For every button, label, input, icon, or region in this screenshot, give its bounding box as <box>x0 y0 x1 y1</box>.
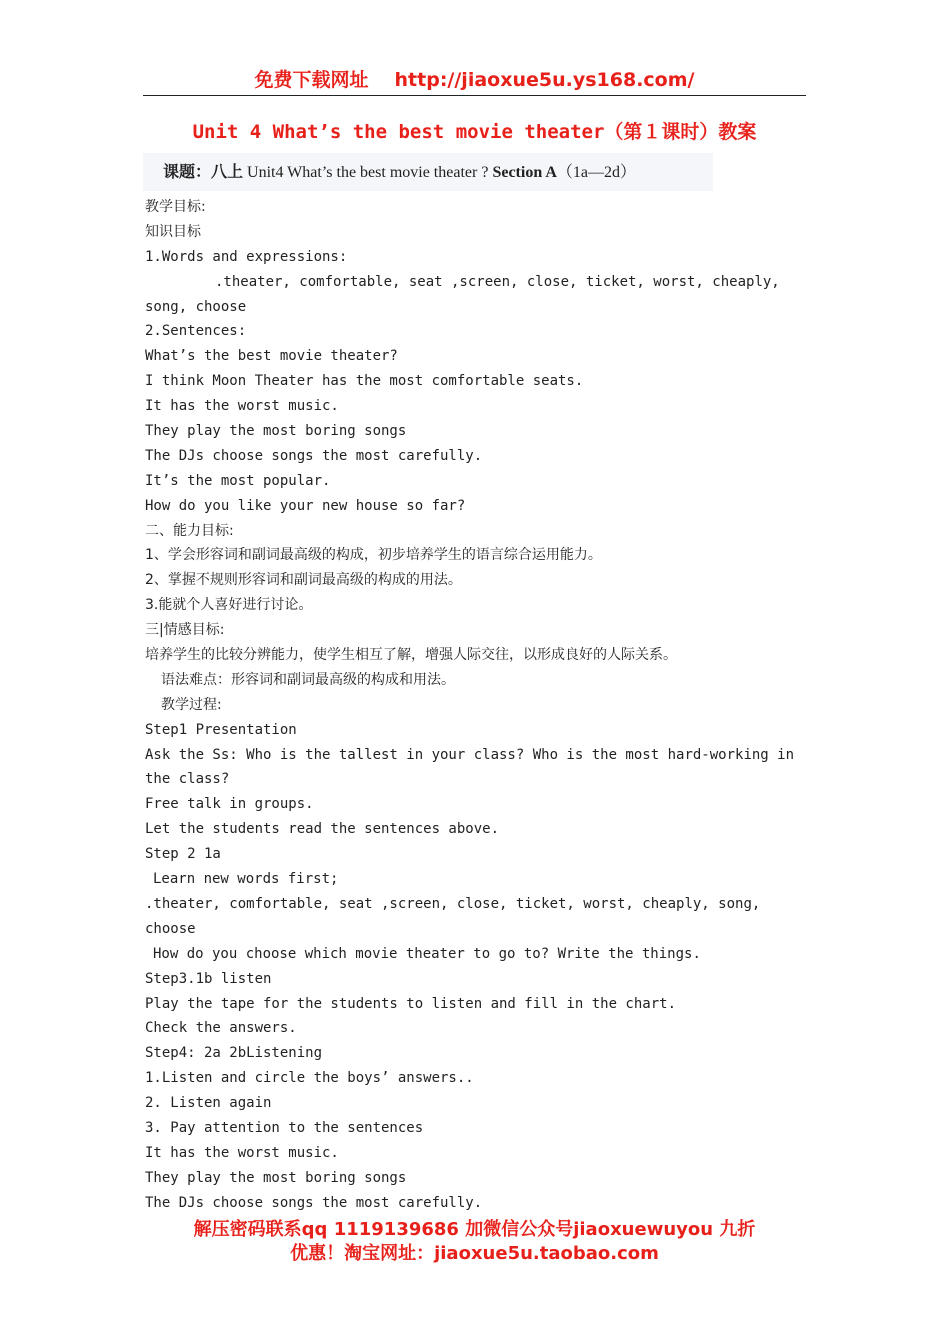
page-header <box>143 64 806 96</box>
body-line: 3. Pay attention to the sentences <box>145 1119 424 1136</box>
document-title: Unit 4 What’s the best movie theater（第１课时）教案 <box>192 121 757 143</box>
document-body <box>145 195 807 1216</box>
body-line: 教学过程: <box>161 696 222 713</box>
body-line: It has the worst music. <box>145 1144 339 1161</box>
page-footer <box>143 1218 806 1266</box>
body-line: 1.Words and expressions: <box>145 248 348 265</box>
body-line: It’s the most popular. <box>145 472 331 489</box>
body-line: Ask the Ss: Who is the tallest in your class? Who is the most hard-working in <box>145 746 795 763</box>
body-line: 二、能力目标: <box>145 522 234 539</box>
body-line: Step3.1b listen <box>145 970 272 987</box>
body-line: the class? <box>145 771 230 788</box>
body-line: They play the most boring songs <box>145 1169 407 1186</box>
body-line: 1、学会形容词和副词最高级的构成，初步培养学生的语言综合运用能力。 <box>145 547 602 564</box>
footer-line-2: 优惠！淘宝网址：jiaoxue5u.taobao.com <box>290 1243 659 1264</box>
body-line: The DJs choose songs the most carefully. <box>145 1194 483 1211</box>
body-line: 培养学生的比较分辨能力，使学生相互了解，增强人际交往，以形成良好的人际关系。 <box>145 647 677 664</box>
body-line: 知识目标 <box>145 223 201 240</box>
lesson-range: （1a—2d） <box>556 164 636 181</box>
body-line: I think Moon Theater has the most comfortable seats. <box>145 373 584 390</box>
body-line: How do you choose which movie theater to go to? Write the things. <box>153 945 701 962</box>
body-line: 2.Sentences: <box>145 323 247 340</box>
header-label: 免费下载网址 <box>254 69 369 91</box>
body-line: Check the answers. <box>145 1020 297 1037</box>
body-line: 语法难点：形容词和副词最高级的构成和用法。 <box>161 671 455 688</box>
body-line: .theater, comfortable, seat ,screen, close, ticket, worst, cheaply, song, <box>145 895 761 912</box>
body-line: How do you like your new house so far? <box>145 497 466 514</box>
body-line: 3.能就个人喜好进行讨论。 <box>145 597 313 614</box>
body-line: song, choose <box>145 298 247 315</box>
header-divider <box>143 95 806 96</box>
header-url-link[interactable]: http://jiaoxue5u.ys168.com/ <box>394 69 695 91</box>
body-line: Step 2 1a <box>145 846 221 863</box>
body-line: 1.Listen and circle the boys’ answers.. <box>145 1070 474 1087</box>
body-line: .theater, comfortable, seat ,screen, close, ticket, worst, cheaply, <box>215 273 780 290</box>
body-line: Let the students read the sentences above. <box>145 821 500 838</box>
body-line: choose <box>145 920 196 937</box>
body-line: 2. Listen again <box>145 1095 272 1112</box>
lesson-text: Unit4 What’s the best movie theater ? <box>247 164 489 181</box>
body-line: Learn new words first; <box>153 871 339 888</box>
body-line: Free talk in groups. <box>145 796 314 813</box>
lesson-section: Section A <box>492 164 557 181</box>
body-line: Play the tape for the students to listen and fill in the chart. <box>145 995 677 1012</box>
footer-line-1: 解压密码联系qq 1119139686 加微信公众号jiaoxuewuyou 九折 <box>193 1219 756 1240</box>
body-line: What’s the best movie theater? <box>145 348 398 365</box>
body-line: 三|情感目标: <box>145 622 225 639</box>
body-line: They play the most boring songs <box>145 423 407 440</box>
body-line: 教学目标: <box>145 199 206 215</box>
body-line: The DJs choose songs the most carefully. <box>145 447 483 464</box>
lesson-label: 课题：八上 <box>163 162 244 181</box>
lesson-banner <box>143 153 713 191</box>
body-line: 2、掌握不规则形容词和副词最高级的构成的用法。 <box>145 572 462 589</box>
body-line: It has the worst music. <box>145 398 339 415</box>
body-line: Step1 Presentation <box>145 721 297 738</box>
body-line: Step4: 2a 2bListening <box>145 1045 323 1062</box>
